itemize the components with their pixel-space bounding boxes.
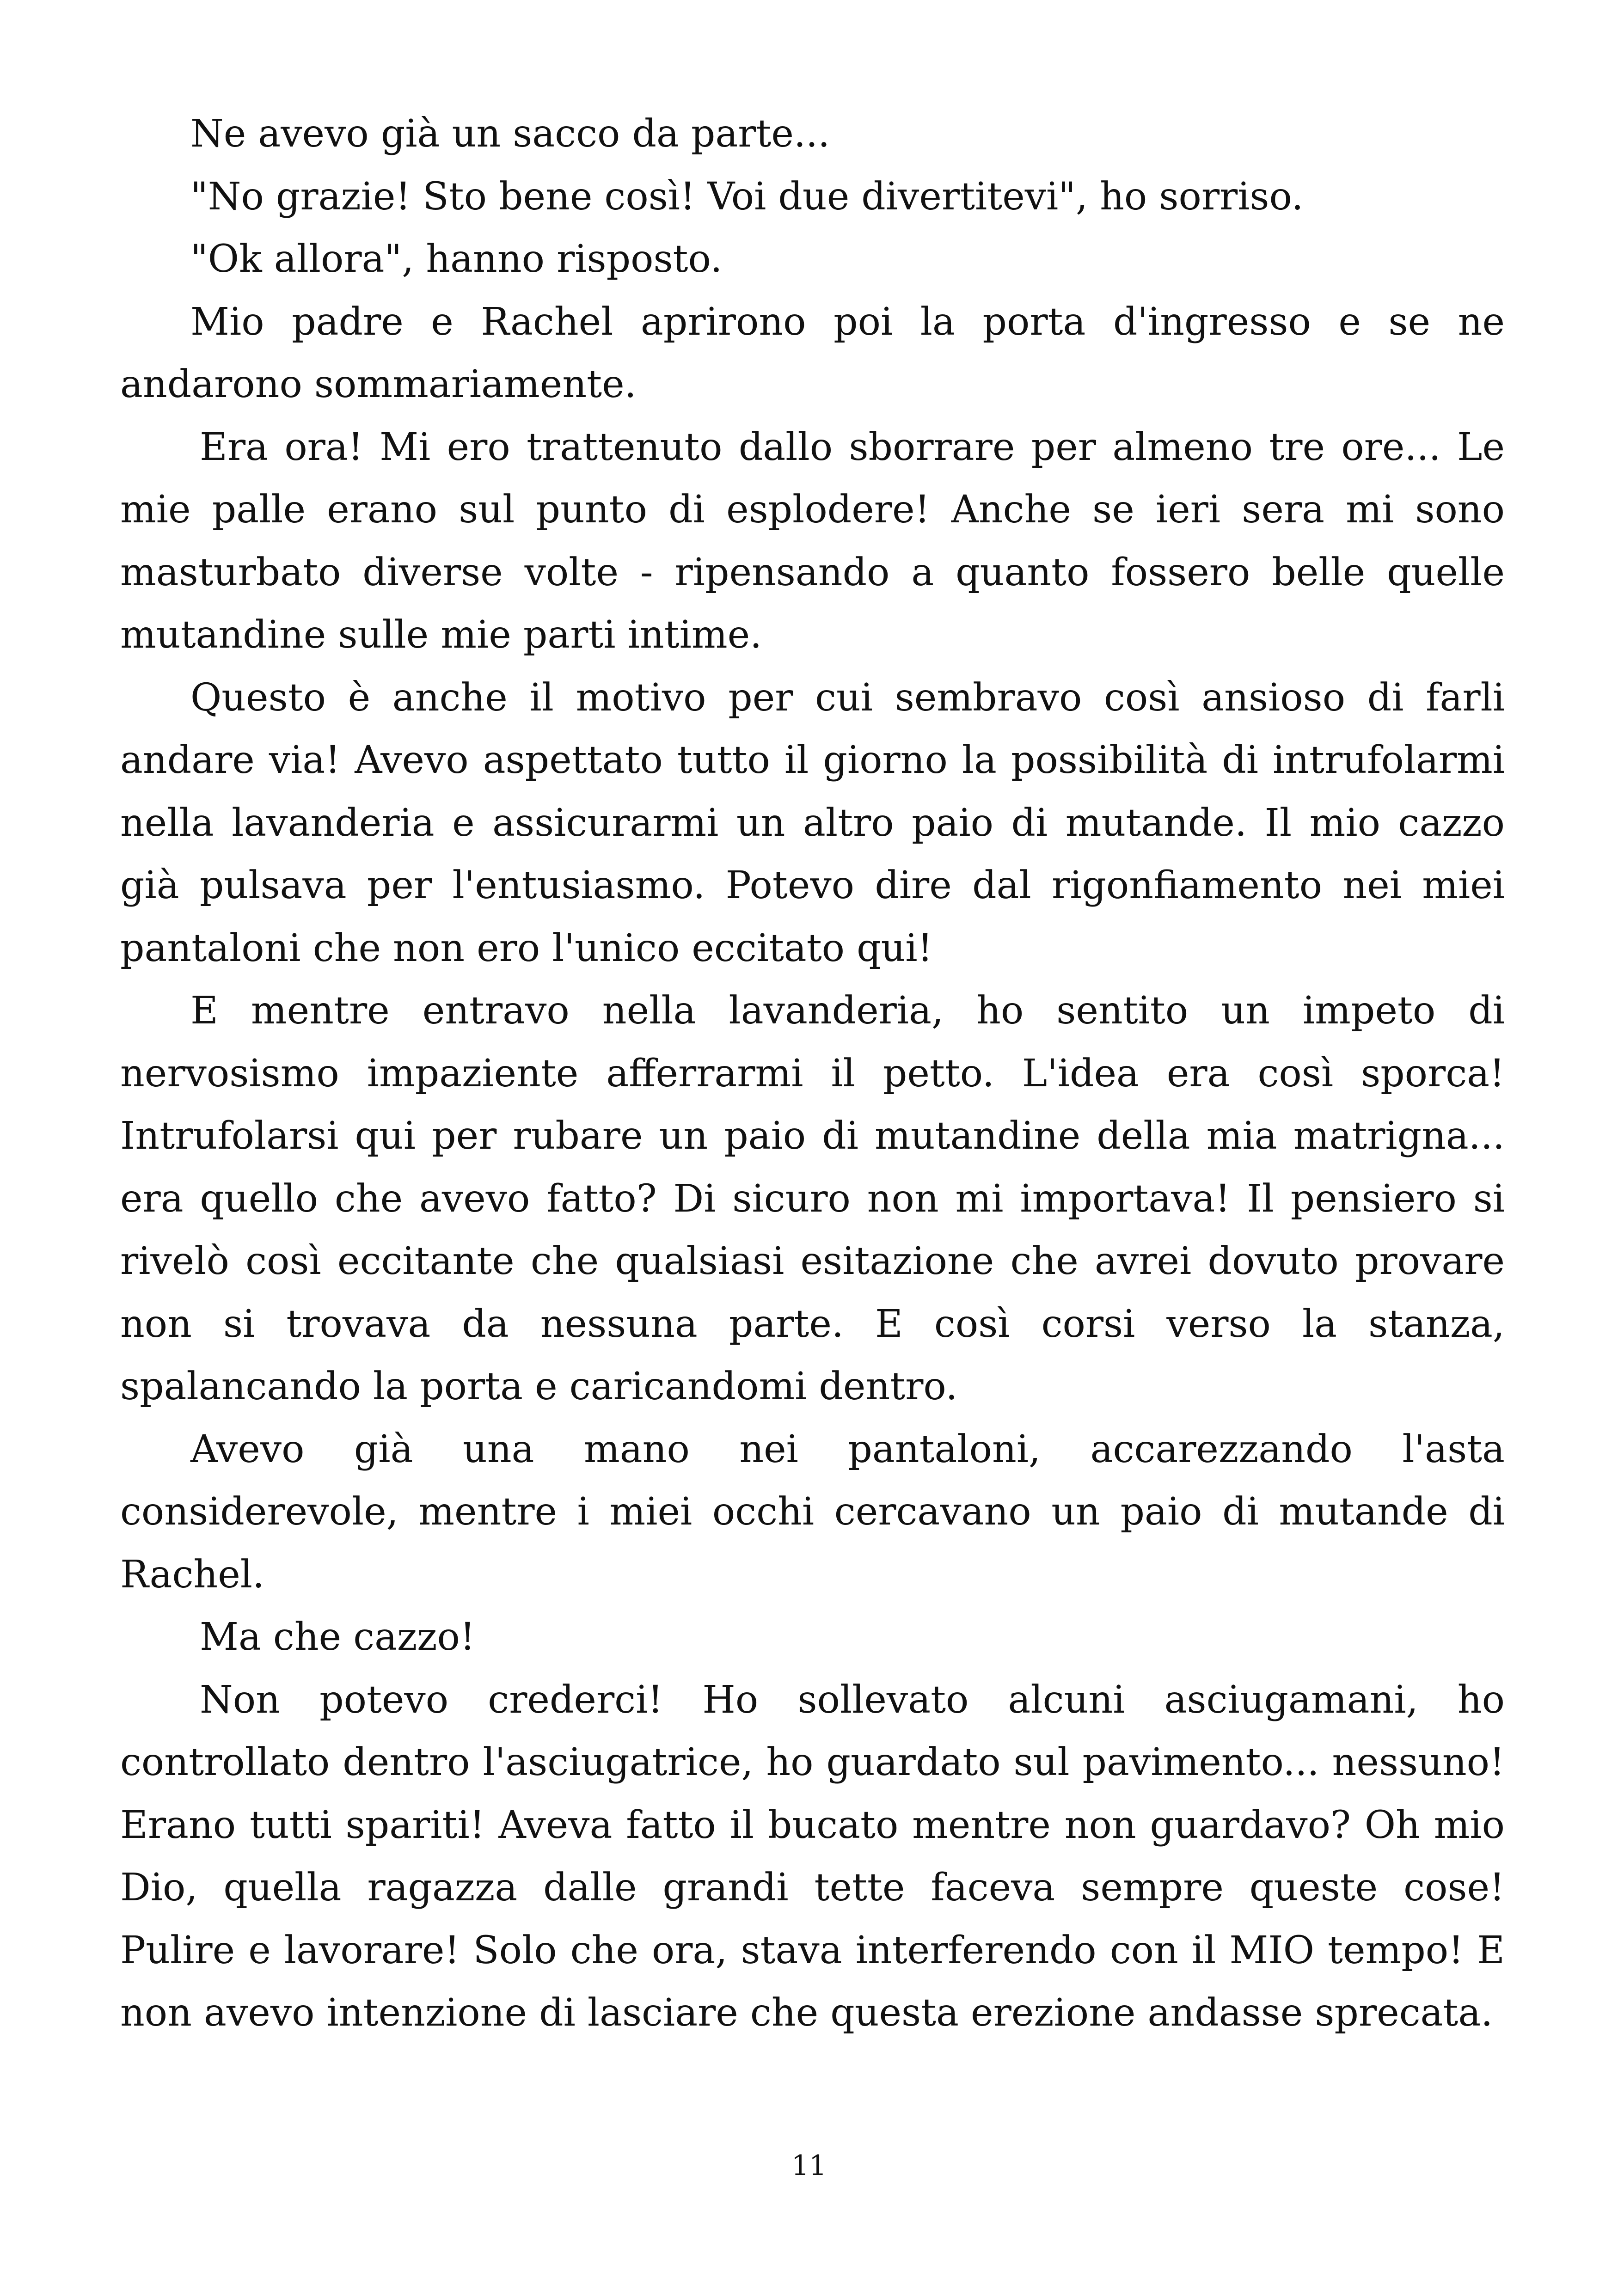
paragraph-8: Avevo già una mano nei pantaloni, accarezzando l'asta considerevole, mentre i miei occhi cercavano un paio di mutande di Rachel. (120, 1427, 1505, 1597)
paragraph-5: Era ora! Mi ero trattenuto dallo sborrare per almeno tre ore... Le mie palle erano sul punto di esplodere! Anche se ieri sera mi sono masturbato diverse volte - ripensando a quanto fossero belle quelle mutandine sulle mie parti intime. (120, 425, 1505, 657)
paragraph-6: Questo è anche il motivo per cui sembravo così ansioso di farli andare via! Avevo aspettato tutto il giorno la possibilità di intrufolarmi nella lavanderia e assicurarmi un altro paio di mutande. Il mio cazzo già pulsava per l'entusiasmo. Potevo dire dal rigonfiamento nei miei pantaloni che non ero l'unico eccitato qui! (120, 675, 1505, 970)
paragraph-1: Ne avevo già un sacco da parte... (190, 112, 830, 156)
paragraph-2: "No grazie! Sto bene così! Voi due divertitevi", ho sorriso. (190, 174, 1304, 219)
body-text (120, 103, 1505, 2045)
paragraph-10: Non potevo crederci! Ho sollevato alcuni asciugamani, ho controllato dentro l'asciugatrice, ho guardato sul pavimento... nessuno! Erano tutti spariti! Aveva fatto il bucato mentre non guardavo? Oh mio Dio, quella ragazza dalle grandi tette faceva sempre queste cose! Pulire e lavorare! Solo che ora, stava interferendo con il MIO tempo! E non avevo intenzione di lasciare che questa erezione andasse sprecata. (120, 1678, 1505, 2035)
paragraph-7: E mentre entravo nella lavanderia, ho sentito un impeto di nervosismo impaziente afferrarmi il petto. L'idea era così sporca! Intrufolarsi qui per rubare un paio di mutandine della mia matrigna... era quello che avevo fatto? Di sicuro non mi importava! Il pensiero si rivelò così eccitante che qualsiasi esitazione che avrei dovuto provare non si trovava da nessuna parte. E così corsi verso la stanza, spalancando la porta e caricandomi dentro. (120, 989, 1505, 1408)
page-number: 11 (791, 2149, 827, 2182)
paragraph-9: Ma che cazzo! (200, 1615, 475, 1659)
paragraph-4: Mio padre e Rachel aprirono poi la porta d'ingresso e se ne andarono sommariamente. (120, 300, 1505, 406)
paragraph-3: "Ok allora", hanno risposto. (190, 237, 723, 281)
